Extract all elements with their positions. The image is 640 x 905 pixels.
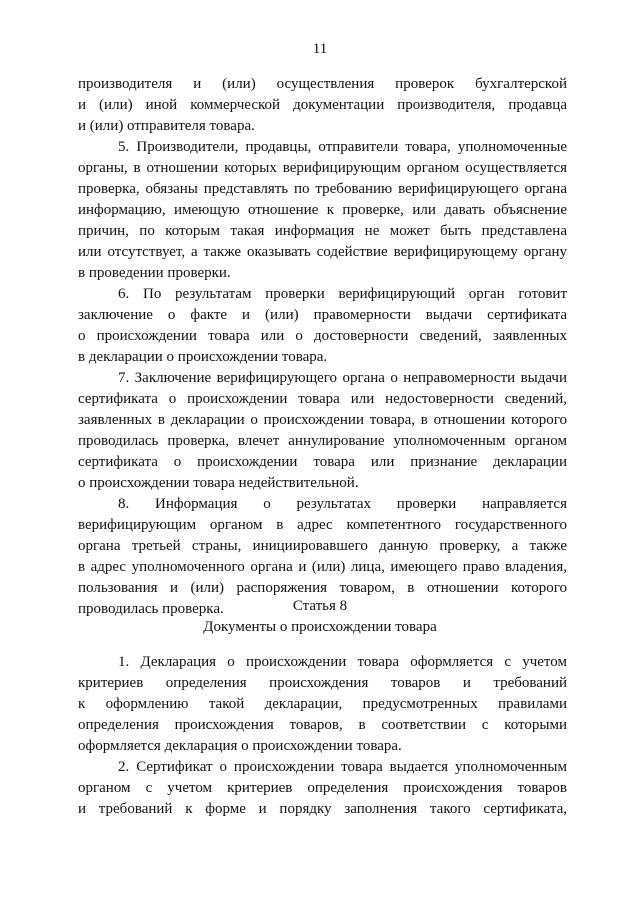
paragraph-line: органом с учетом критериев определения происхождения товаров bbox=[78, 780, 567, 796]
paragraph-line: в проведении проверки. bbox=[78, 265, 231, 281]
paragraph-line: сертификата о происхождении товара или недостоверности сведений, bbox=[78, 391, 567, 407]
paragraph-line: и (или) иной коммерческой документации производителя, продавца bbox=[78, 97, 567, 113]
paragraph-line: проводилась проверка. bbox=[78, 601, 224, 617]
article-paragraph-1 bbox=[78, 652, 567, 757]
paragraph-line: производителя и (или) осуществления проверок бухгалтерской bbox=[78, 76, 567, 92]
paragraph-line: о происхождении товара недействительной. bbox=[78, 475, 359, 491]
paragraph-line: о происхождении товара или о достоверности сведений, заявленных bbox=[78, 328, 567, 344]
paragraph-line: 2. Сертификат о происхождении товара выдается уполномоченным bbox=[118, 759, 567, 775]
paragraph-7 bbox=[78, 368, 567, 494]
paragraph-line: верифицирующим органом в адрес компетентного государственного bbox=[78, 517, 567, 533]
paragraph-line: 6. По результатам проверки верифицирующий орган готовит bbox=[118, 286, 567, 302]
paragraph-line: 8. Информация о результатах проверки направляется bbox=[118, 496, 567, 512]
article-paragraph-2 bbox=[78, 757, 567, 820]
paragraph-line: пользования и (или) распоряжения товаром, в отношении которого bbox=[78, 580, 567, 596]
paragraph-line: и (или) отправителя товара. bbox=[78, 118, 255, 134]
paragraph-line: критериев определения происхождения товаров и требований bbox=[78, 675, 567, 691]
paragraph-line: 5. Производители, продавцы, отправители товара, уполномоченные bbox=[118, 139, 567, 155]
paragraph-line: причин, по которым такая информация не может быть представлена bbox=[78, 223, 567, 239]
paragraph-line: заявленных в декларации о происхождении товара, в отношении которого bbox=[78, 412, 567, 428]
article-number: Статья 8 bbox=[292, 598, 348, 614]
paragraph-line: заключение о факте и (или) правомерности выдачи сертификата bbox=[78, 307, 567, 323]
paragraph-line: информацию, имеющую отношение к проверке, или давать объяснение bbox=[78, 202, 567, 218]
paragraph-line: в декларации о происхождении товара. bbox=[78, 349, 328, 365]
paragraph-line: и требований к форме и порядку заполнения такого сертификата, bbox=[78, 801, 567, 817]
paragraph-line: органы, в отношении которых верифицирующим органом осуществляется bbox=[78, 160, 567, 176]
paragraph-line: оформляется декларация о происхождении товара. bbox=[78, 738, 402, 754]
page-number: 11 bbox=[312, 41, 328, 57]
paragraph-line: проверка, обязаны представлять по требованию верифицирующего органа bbox=[78, 181, 567, 197]
paragraph-line: к оформлению такой декларации, предусмотренных правилами bbox=[78, 696, 567, 712]
paragraph-line: сертификата о происхождении товара или признание декларации bbox=[78, 454, 567, 470]
paragraph-line: 1. Декларация о происхождении товара оформляется с учетом bbox=[118, 654, 567, 670]
paragraph-6 bbox=[78, 284, 567, 368]
paragraph-line: проводилась проверка, влечет аннулирование уполномоченным органом bbox=[78, 433, 567, 449]
paragraph-line: в адрес уполномоченного органа и (или) лица, имеющего право владения, bbox=[78, 559, 567, 575]
paragraph-line: определения происхождения товаров, в соответствии с которыми bbox=[78, 717, 567, 733]
paragraph-line: 7. Заключение верифицирующего органа о неправомерности выдачи bbox=[118, 370, 567, 386]
article-title: Документы о происхождении товара bbox=[203, 619, 437, 635]
continuation-paragraph bbox=[78, 74, 567, 137]
paragraph-5 bbox=[78, 137, 567, 284]
paragraph-line: органа третьей страны, инициировавшего данную проверку, а также bbox=[78, 538, 567, 554]
paragraph-line: или отсутствует, а также оказывать содействие верифицирующему органу bbox=[78, 244, 567, 260]
